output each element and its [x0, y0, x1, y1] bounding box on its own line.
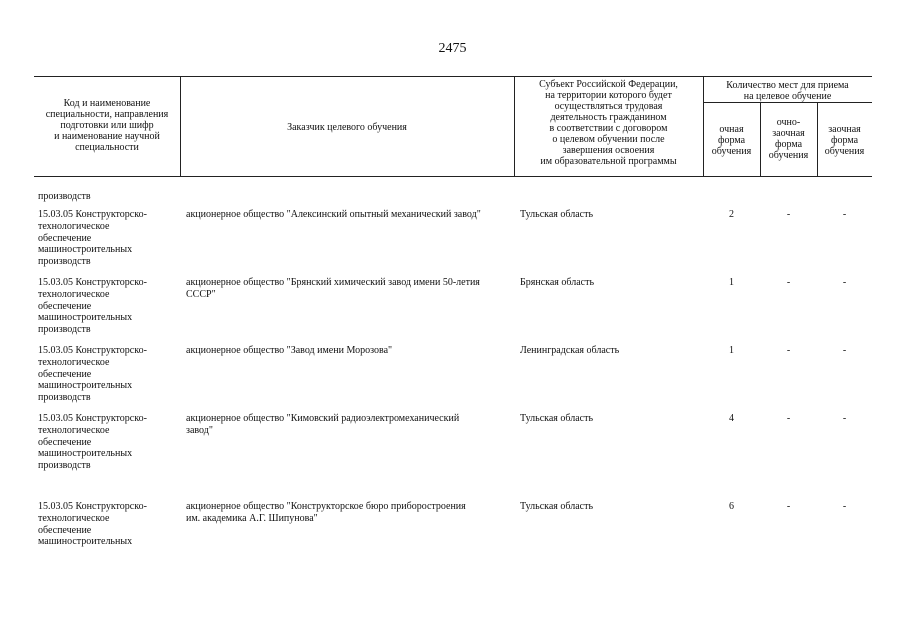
table-row-parttime: -	[786, 501, 791, 512]
table-row-customer: акционерное общество "Кимовский радиоэлектромеханический завод"	[186, 413, 460, 436]
table-row-code: 15.03.05 Конструкторско- технологическое обеспечение машиностроительных	[38, 501, 147, 548]
table-row-distance: -	[842, 413, 847, 424]
continuation-text: производств	[38, 191, 91, 202]
table-row-distance: -	[842, 277, 847, 288]
header-fulltime: очная форма обучения	[711, 124, 752, 157]
table-row-customer: акционерное общество "Конструкторское бюро приборостроения им. академика А.Г. Шипунова"	[186, 501, 466, 524]
page-number: 2475	[438, 41, 467, 56]
table-row-parttime: -	[786, 413, 791, 424]
table-row-code: 15.03.05 Конструкторско- технологическое обеспечение машиностроительных производств	[38, 345, 147, 404]
table-row-distance: -	[842, 501, 847, 512]
table-row-customer: акционерное общество "Брянский химический завод имени 50-летия СССР"	[186, 277, 480, 300]
header-code-specialty: Код и наименование специальности, направления подготовки или шифр и наименование научной специальности	[45, 98, 169, 153]
table-row-code: 15.03.05 Конструкторско- технологическое обеспечение машиностроительных производств	[38, 209, 147, 268]
table-row-region: Тульская область	[520, 209, 594, 220]
header-places: Количество мест для приема на целевое обучение	[726, 80, 849, 102]
table-row-customer: акционерное общество "Завод имени Морозова"	[186, 345, 393, 356]
table-row-fulltime: 2	[729, 209, 734, 220]
table-row-code: 15.03.05 Конструкторско- технологическое обеспечение машиностроительных производств	[38, 413, 147, 472]
table-row-parttime: -	[786, 345, 791, 356]
header-region: Субъект Российской Федерации, на территории которого будет осуществляться трудовая деятельность гражданином в соответствии с договором о целевом обучении после завершения освоения им образовательной программы	[539, 79, 678, 167]
places-subheader-rule	[703, 102, 872, 103]
table-header-bottom-rule	[34, 176, 872, 177]
header-parttime: очно- заочная форма обучения	[768, 117, 809, 161]
table-row-region: Тульская область	[520, 413, 594, 424]
table-row-fulltime: 1	[729, 277, 734, 288]
table-top-rule	[34, 76, 872, 77]
table-row-fulltime: 1	[729, 345, 734, 356]
table-row-fulltime: 6	[729, 501, 734, 512]
header-customer: Заказчик целевого обучения	[287, 122, 407, 133]
table-row-distance: -	[842, 345, 847, 356]
table-row-region: Брянская область	[520, 277, 595, 288]
table-row-parttime: -	[786, 209, 791, 220]
header-distance: заочная форма обучения	[824, 124, 865, 157]
table-row-fulltime: 4	[729, 413, 734, 424]
table-row-distance: -	[842, 209, 847, 220]
table-row-region: Тульская область	[520, 501, 594, 512]
table-row-customer: акционерное общество "Алексинский опытный механический завод"	[186, 209, 481, 220]
table-row-parttime: -	[786, 277, 791, 288]
table-row-region: Ленинградская область	[520, 345, 620, 356]
table-row-code: 15.03.05 Конструкторско- технологическое обеспечение машиностроительных производств	[38, 277, 147, 336]
